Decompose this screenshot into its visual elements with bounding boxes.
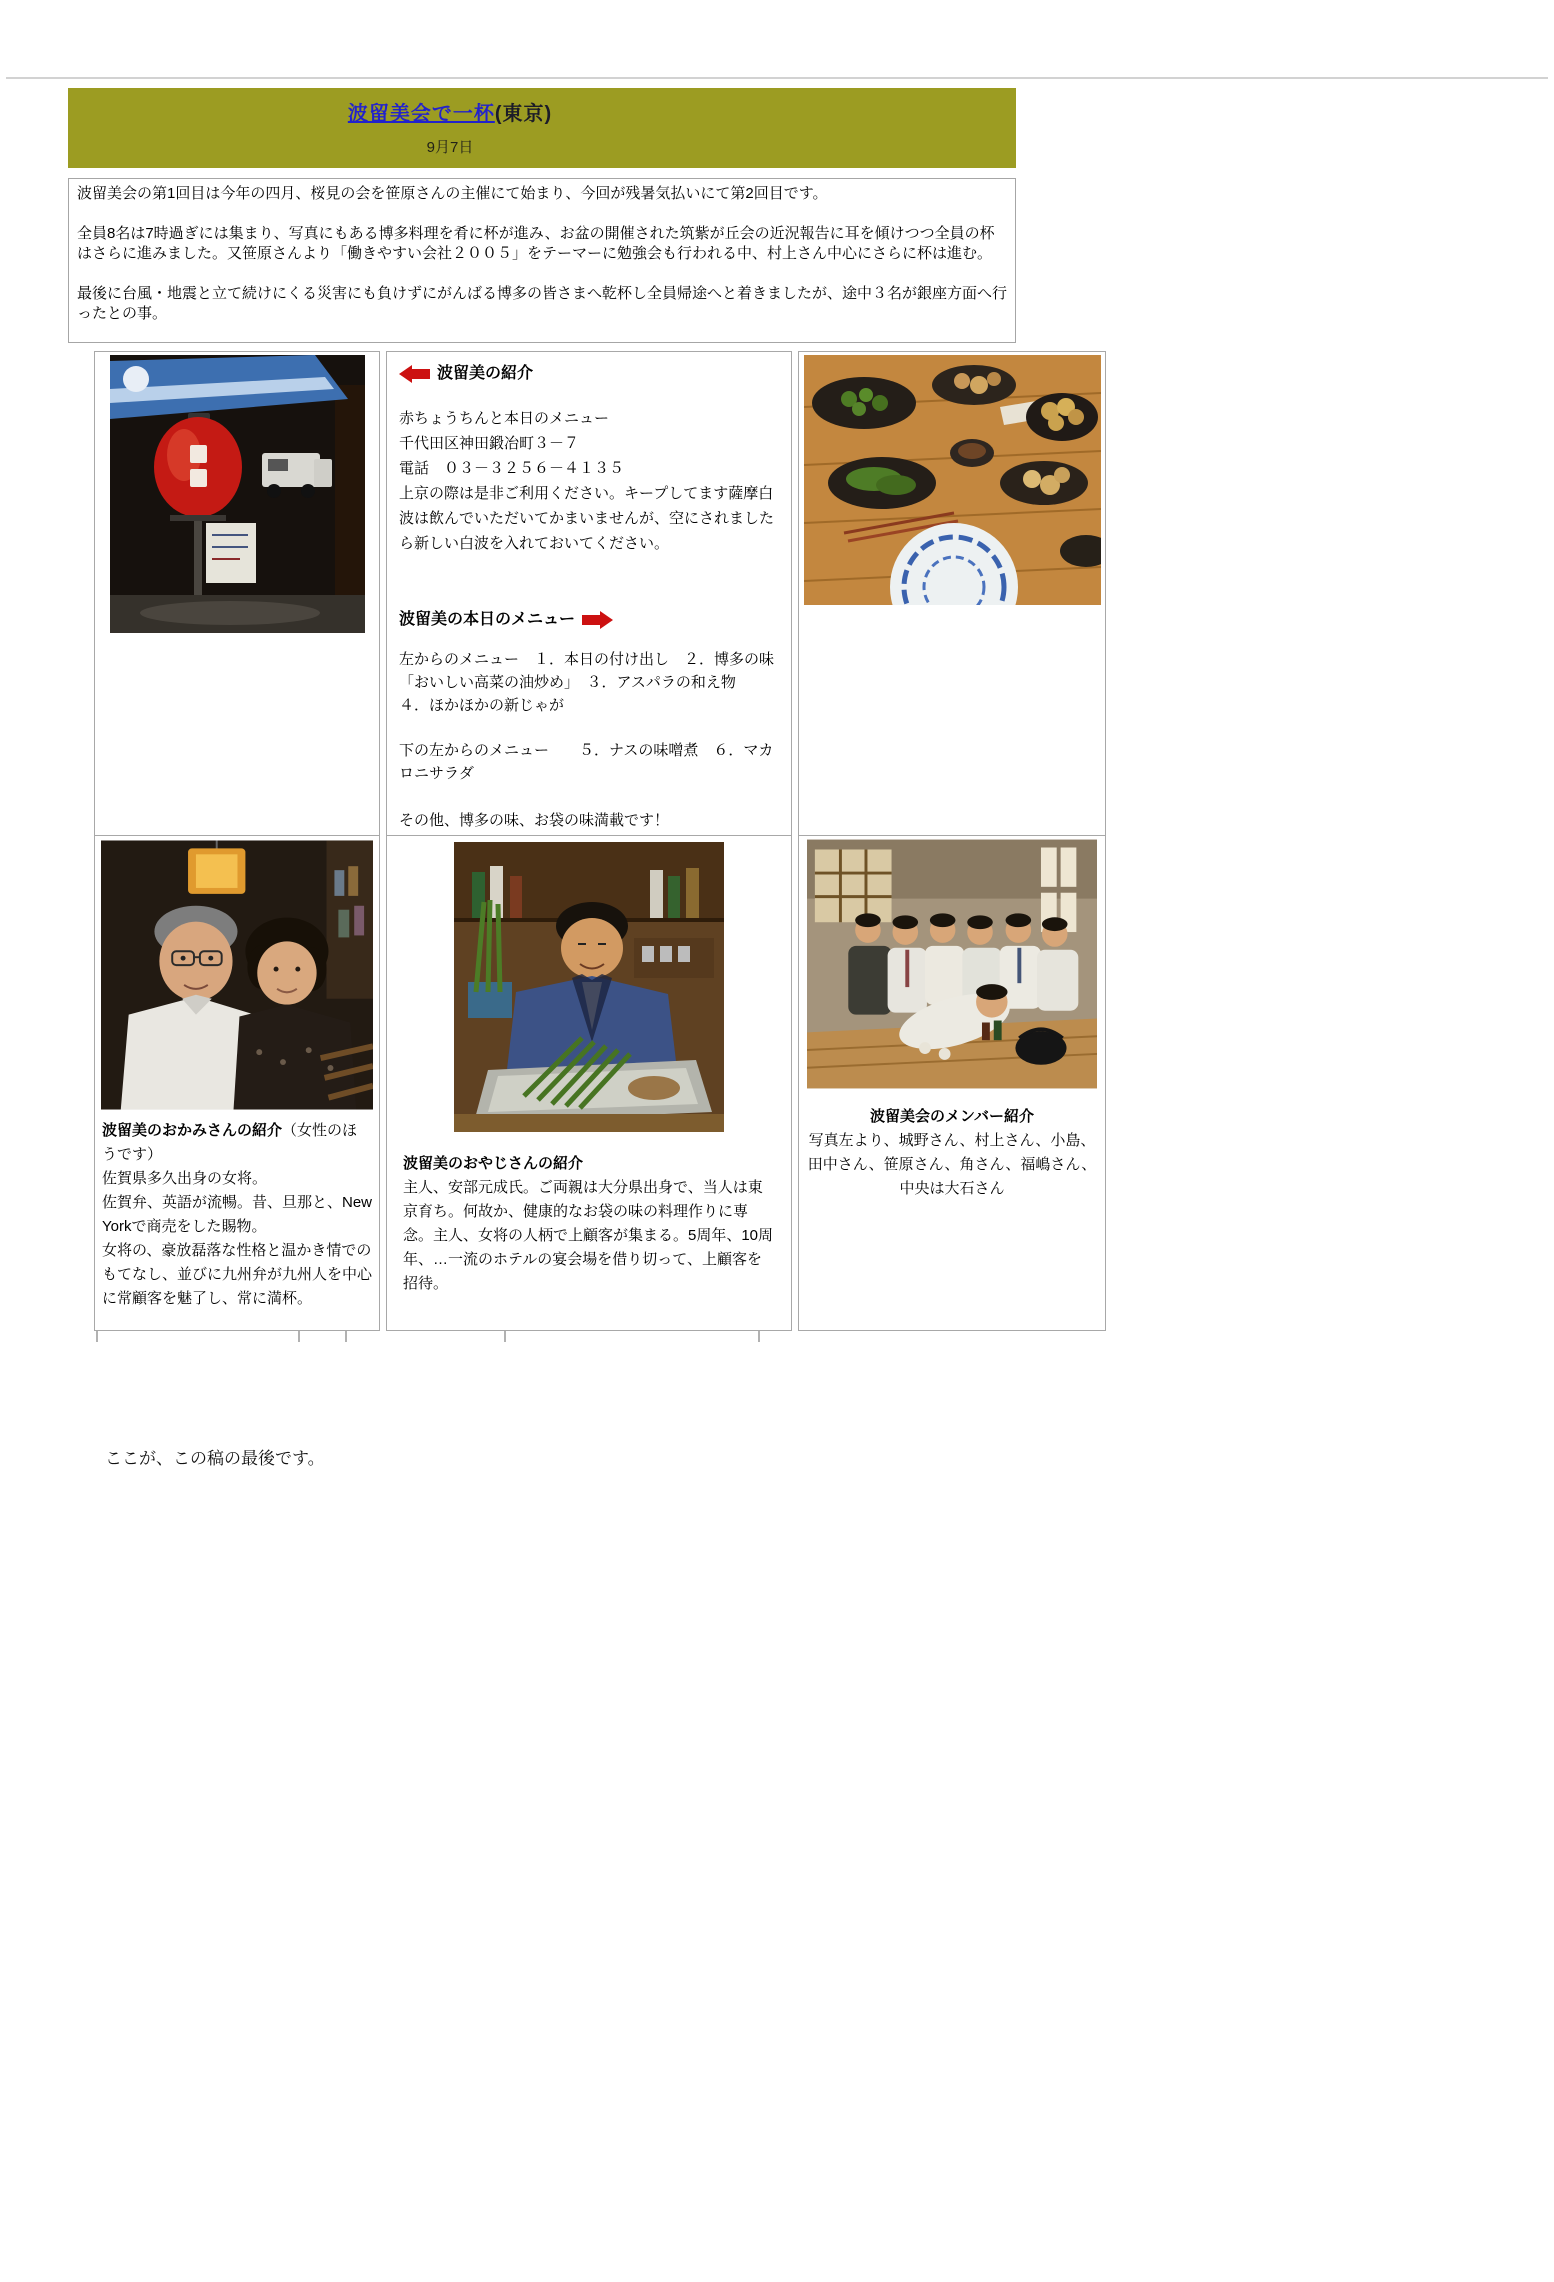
shop-body: 上京の際は是非ご利用ください。キープしてます薩摩白波は飲んでいただいてかまいませんが、空にされましたら新しい白波を入れておいてください。 [399,485,775,552]
table-row [94,835,1106,1331]
next-row-border-stub [298,1331,300,1342]
oyaji-body: 主人、安部元成氏。ご両親は大分県出身で、当人は東京育ち。何故か、健康的なお袋の味の料理作りに専念。主人、女将の人柄で上顧客が集まる。5周年、10周年、…一流のホテルの宴会場を借り切って、上顧客を招待。 [403,1179,774,1292]
photo-oyaji-chef [454,842,724,1132]
next-row-border-stub [758,1331,760,1342]
shop-line-menu: 赤ちょうちんと本日のメニュー [399,410,610,427]
cell-food-photo [798,351,1106,840]
okami-caption [98,1119,376,1311]
shop-line-address: 千代田区神田鍛冶町３－７ [399,435,580,452]
next-row-border-stub [504,1331,506,1342]
members-caption [802,1105,1102,1201]
menu-heading: 波留美の本日のメニュー [399,611,576,628]
top-divider [6,77,1548,79]
cell-members [798,835,1106,1331]
page-header [68,88,1016,168]
cell-oyaji [386,835,792,1331]
okami-title-note: （女性のほうです） [102,1122,358,1163]
shop-intro-heading-line [399,362,779,386]
cell-lantern-photo [94,351,380,840]
photo-members-group [807,839,1097,1089]
members-body: 写真左より、城野さん、村上さん、小島、田中さん、笹原さん、角さん、福嶋さん、中央は大石さん [807,1132,1097,1197]
oyaji-caption [399,1152,779,1296]
cell-shop-info [386,351,792,840]
title-link[interactable]: 波留美会で一杯 [347,103,495,125]
left-arrow-icon [399,365,430,383]
photo-table-top [88,345,1112,846]
next-row-border-stub [96,1331,98,1342]
oyaji-title: 波留美のおやじさんの紹介 [403,1155,584,1172]
menu-line-1: 左からのメニュー １．本日の付け出し ２．博多の味「おいしい高菜の油炒め」 ３．アスパラの和え物 ４．ほかほかの新じゃが [399,651,775,714]
closing-note: ここが、この稿の最後です。 [105,1449,325,1468]
photo-okami-couple [101,839,373,1111]
okami-line-3: 女将の、豪放磊落な性格と温かき情でのもてなし、並びに九州弁が九州人を中心に常顧客を魅了し、常に満杯。 [102,1242,373,1307]
menu-line-2: 下の左からのメニュー ５．ナスの味噌煮 ６．マカロニサラダ [399,742,774,782]
photo-izakaya-lantern [110,355,365,633]
okami-line-1: 佐賀県多久出身の女将。 [102,1170,268,1187]
photo-hakata-dishes [804,355,1101,605]
header-inner [68,88,832,157]
event-date: 9月7日 [426,139,474,156]
shop-intro-heading: 波留美の紹介 [437,365,534,382]
shop-line-phone: 電話 ０３－３２５６－４１３５ [399,460,625,477]
photo-table-bottom [88,829,1112,1337]
okami-title: 波留美のおかみさんの紹介 [102,1122,283,1139]
okami-line-2: 佐賀弁、英語が流暢。昔、旦那と、New Yorkで商売をした賜物。 [102,1194,373,1235]
next-row-border-stub [345,1331,347,1342]
intro-paragraph-3: 最後に台風・地震と立て続けにくる災害にも負けずにがんばる博多の皆さまへ乾杯し全員帰途へと着きましたが、途中３名が銀座方面へ行ったとの事。 [77,285,1008,322]
intro-paragraph-1: 波留美会の第1回目は今年の四月、桜見の会を笹原さんの主催にて始まり、今回が残暑気払いにて第2回目です。 [77,185,828,202]
page-title [68,97,832,126]
members-title: 波留美会のメンバー紹介 [870,1108,1034,1125]
right-arrow-icon [582,611,613,629]
menu-heading-line [399,608,779,632]
title-suffix: (東京) [494,103,553,125]
intro-paragraph-2: 全員8名は7時過ぎには集まり、写真にもある博多料理を肴に杯が進み、お盆の開催された筑紫が丘会の近況報告に耳を傾けつつ全員の杯はさらに進みました。又笹原さんより「働きやすい会社２００５」をテーマーに勉強会も行われる中、村上さん中心にさらに杯は進む。 [77,225,995,262]
intro-box [68,178,1016,343]
table-row [94,351,1106,840]
cell-okami [94,835,380,1331]
menu-closing: その他、博多の味、お袋の味満載です！ [399,812,670,829]
